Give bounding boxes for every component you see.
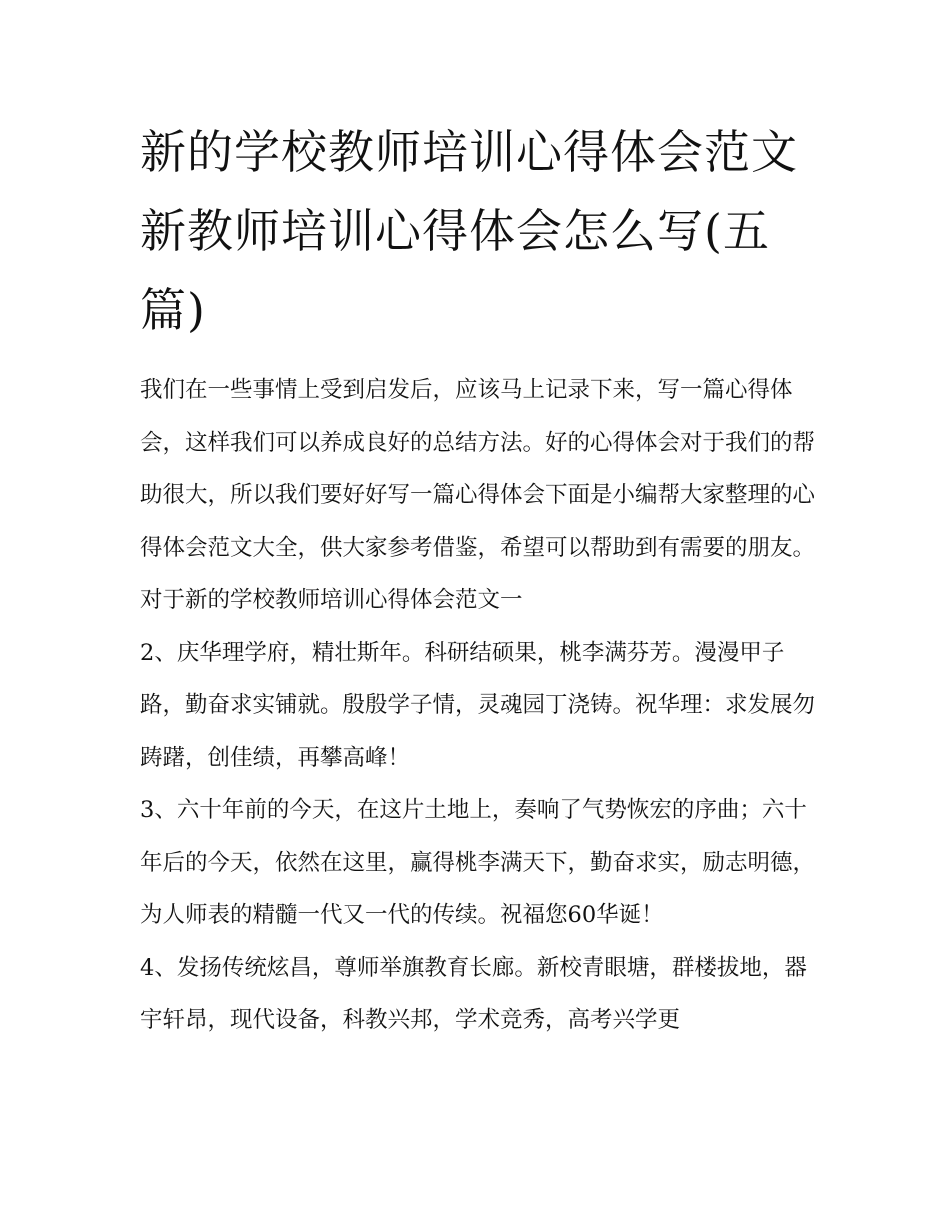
document-body: [140, 364, 820, 1047]
section-heading: 对于新的学校教师培训心得体会范文一: [140, 587, 523, 613]
document-title: 新的学校教师培训心得体会范文 新教师培训心得体会怎么写(五篇): [140, 125, 798, 337]
list-item-3: 3、六十年前的今天，在这片土地上，奏响了气势恢宏的序曲；六十年后的今天，依然在这里，赢得桃李满天下，勤奋求实，励志明德，为人师表的精髓一代又一代的传续。祝福您60华诞！: [140, 797, 816, 928]
list-item-2: 2、庆华理学府，精壮斯年。科研结硕果，桃李满芬芳。漫漫甲子路，勤奋求实铺就。殷殷学子情，灵魂园丁浇铸。祝华理：求发展勿踌躇，创佳绩，再攀高峰！: [140, 639, 816, 771]
list-item-4: 4、发扬传统炫昌，尊师举旗教育长廊。新校青眼塘，群楼拔地，器宇轩昂，现代设备，科教兴邦，学术竞秀，高考兴学更: [140, 954, 807, 1033]
intro-paragraph: 我们在一些事情上受到启发后，应该马上记录下来，写一篇心得体会，这样我们可以养成良好的总结方法。好的心得体会对于我们的帮助很大，所以我们要好好写一篇心得体会下面是小编帮大家整理的心得体会范文大全，供大家参考借鉴，希望可以帮助到有需要的朋友。: [140, 377, 816, 561]
document-page: [140, 113, 820, 1047]
